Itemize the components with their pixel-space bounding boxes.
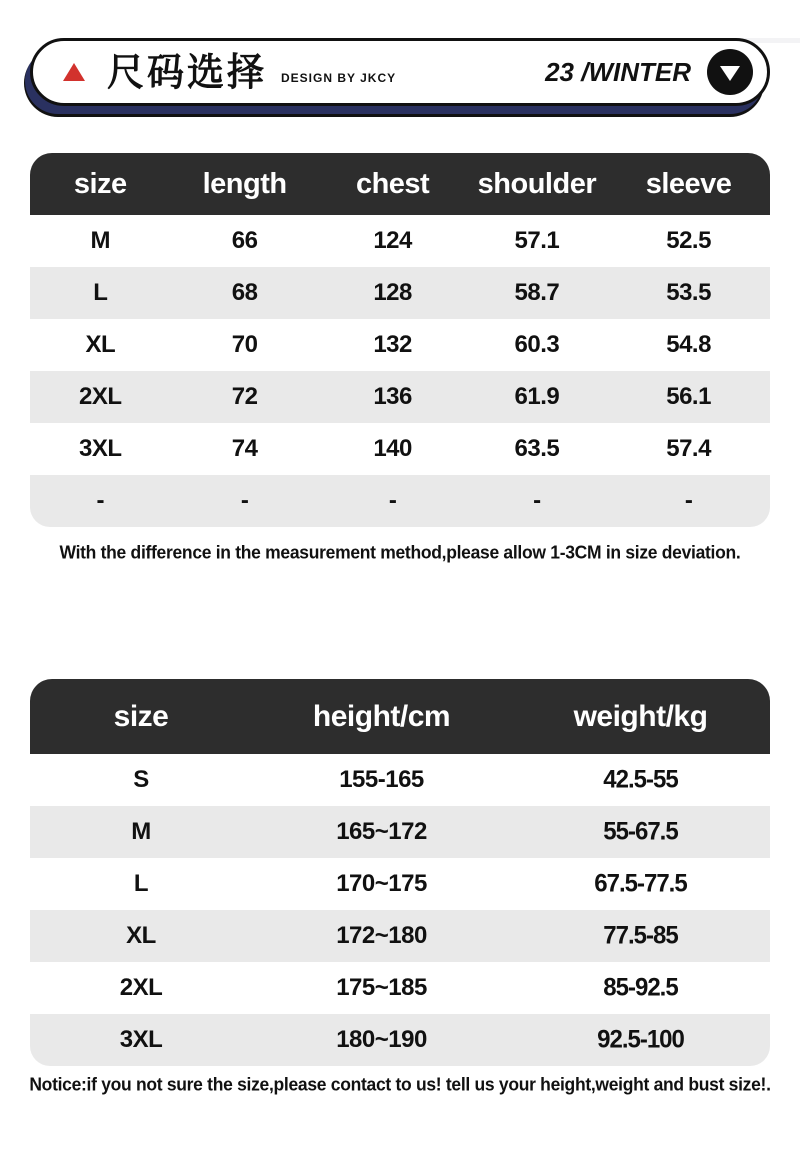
cell-length: 68: [231, 279, 258, 306]
table-row: [30, 1014, 770, 1066]
column-header-size: size: [113, 699, 169, 733]
cell-size: M: [131, 818, 151, 845]
table-row: [30, 858, 770, 910]
table-row: [30, 371, 770, 423]
cell-sleeve: -: [684, 487, 693, 514]
cell-size: L: [133, 870, 149, 897]
circle-badge: [707, 49, 753, 95]
table-row: [30, 267, 770, 319]
cell-sleeve: 54.8: [666, 331, 711, 358]
column-header-shoulder: shoulder: [477, 167, 597, 200]
cell-weight: 42.5-55: [603, 765, 678, 794]
cell-length: 70: [231, 331, 258, 358]
cell-size: XL: [126, 922, 156, 949]
cell-height: 165~172: [336, 818, 427, 845]
cell-size: XL: [85, 331, 116, 358]
table-header-row: [30, 153, 770, 215]
size-chart-header: [30, 38, 770, 106]
table-row: [30, 754, 770, 806]
cell-shoulder: 58.7: [514, 279, 560, 306]
cell-weight: 67.5-77.5: [594, 869, 687, 898]
cell-sleeve: 56.1: [666, 383, 711, 410]
page-title: 尺码选择: [107, 50, 267, 94]
cell-size: S: [133, 766, 149, 793]
cell-shoulder: -: [533, 487, 541, 514]
table-row: [30, 806, 770, 858]
cell-weight: 55-67.5: [603, 817, 678, 846]
cell-chest: 124: [373, 227, 412, 254]
column-header-weight: weight/kg: [573, 699, 708, 733]
cell-weight: 85-92.5: [603, 973, 678, 1002]
cell-height: 175~185: [336, 974, 427, 1001]
column-header-sleeve: sleeve: [645, 167, 732, 200]
column-header-length: length: [202, 167, 287, 200]
table-header-row: [30, 679, 770, 754]
cell-chest: 140: [373, 435, 412, 462]
cell-length: 66: [231, 227, 258, 254]
cell-height: 170~175: [336, 870, 427, 897]
cell-size: 2XL: [119, 974, 163, 1001]
column-header-chest: chest: [355, 167, 430, 200]
cell-chest: -: [388, 487, 397, 514]
cell-length: 74: [231, 435, 258, 462]
design-credit-label: DESIGN BY JKCY: [281, 71, 397, 85]
cell-size: L: [93, 279, 108, 306]
deviation-note: With the difference in the measurement method,please allow 1-3CM in size deviation.: [59, 541, 741, 563]
cell-height: 180~190: [336, 1026, 427, 1053]
cell-chest: 128: [373, 279, 412, 306]
table-row: [30, 215, 770, 267]
cell-height: 155-165: [339, 766, 424, 793]
cell-length: 72: [231, 383, 258, 410]
cell-size: 2XL: [79, 383, 122, 410]
table-row: [30, 910, 770, 962]
contact-notice: Notice:if you not sure the size,please contact to us! tell us your height,weight and bust size!.: [29, 1073, 771, 1095]
season-label: 23 /WINTER: [545, 56, 691, 87]
cell-size: 3XL: [79, 435, 122, 462]
triangle-up-icon: [63, 63, 85, 81]
cell-sleeve: 53.5: [666, 279, 711, 306]
cell-weight: 92.5-100: [597, 1025, 684, 1054]
cell-sleeve: 52.5: [666, 227, 711, 254]
table-row: [30, 319, 770, 371]
garment-size-table: [30, 153, 770, 527]
cell-shoulder: 57.1: [514, 227, 560, 254]
cell-size: M: [90, 227, 111, 254]
table-row: [30, 475, 770, 527]
cell-weight: 77.5-85: [603, 921, 678, 950]
cell-height: 172~180: [336, 922, 427, 949]
cell-chest: 136: [373, 383, 412, 410]
column-header-size: size: [73, 167, 127, 200]
cell-shoulder: 63.5: [514, 435, 560, 462]
table-row: [30, 423, 770, 475]
cell-size: -: [96, 487, 105, 514]
triangle-down-icon: [720, 66, 740, 81]
cell-shoulder: 60.3: [514, 331, 560, 358]
cell-length: -: [240, 487, 249, 514]
body-size-table: [30, 679, 770, 1066]
cell-shoulder: 61.9: [514, 383, 560, 410]
cell-sleeve: 57.4: [666, 435, 711, 462]
cell-chest: 132: [373, 331, 412, 358]
column-header-height: height/cm: [312, 699, 451, 733]
table-row: [30, 962, 770, 1014]
cell-size: 3XL: [119, 1026, 163, 1053]
